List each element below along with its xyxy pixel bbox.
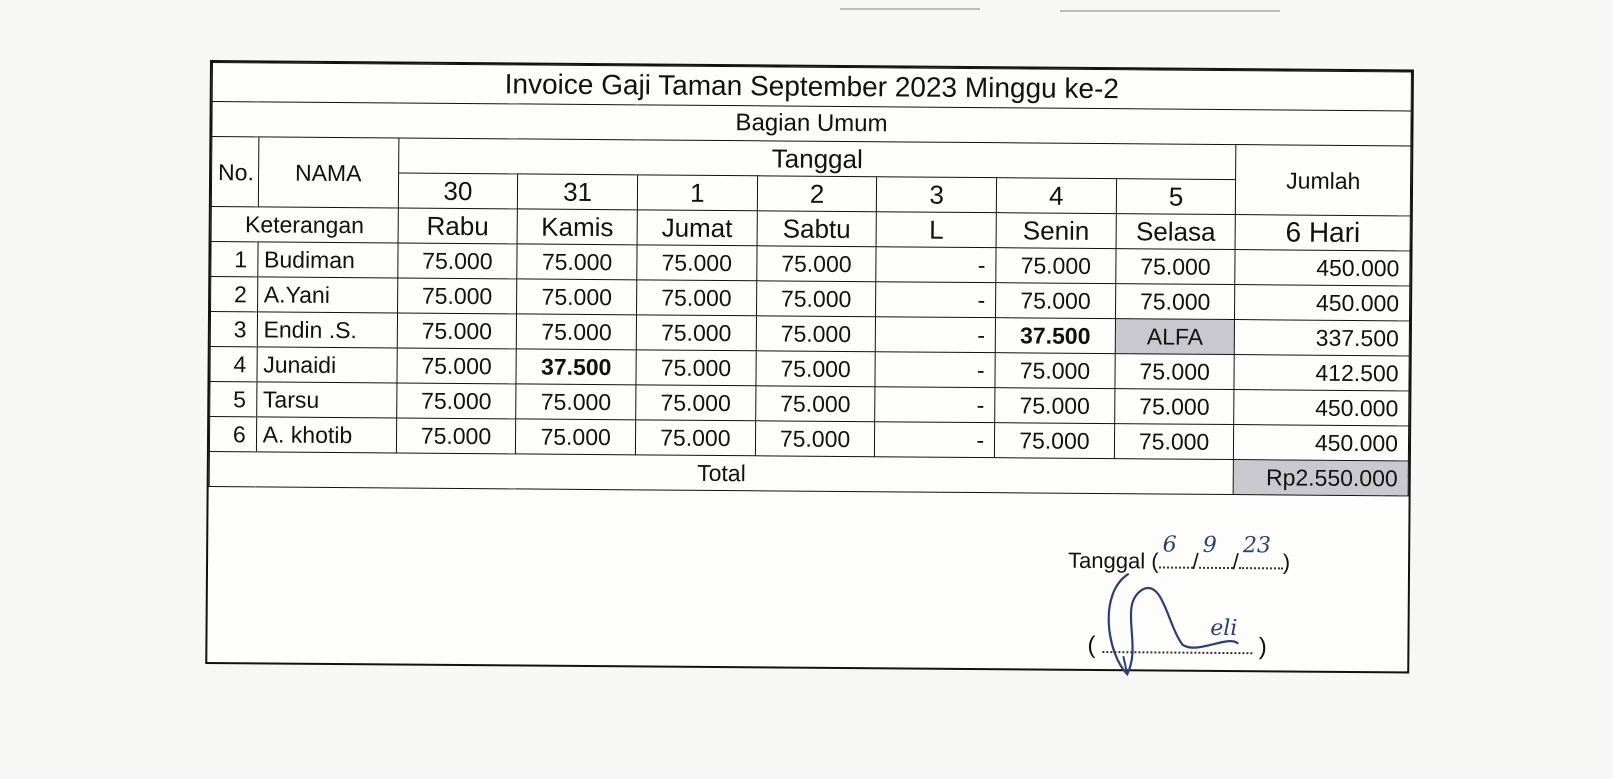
- wage-cell: -: [876, 317, 996, 353]
- day-cell: Selasa: [1116, 214, 1236, 250]
- open-paren: (: [1087, 631, 1096, 659]
- wage-cell: 75.000: [396, 418, 516, 454]
- wage-cell: 75.000: [517, 244, 637, 280]
- section-title: Bagian Umum: [212, 102, 1411, 146]
- date-day-handwritten: 6: [1162, 532, 1177, 558]
- jumlah-days: 6 Hari: [1235, 215, 1410, 251]
- wage-cell: 75.000: [396, 383, 516, 419]
- wage-cell: 75.000: [397, 278, 517, 314]
- date-cell: 1: [637, 175, 757, 211]
- date-month-handwritten: 9: [1202, 532, 1217, 558]
- wage-cell: 75.000: [636, 350, 756, 386]
- wage-cell: 75.000: [517, 314, 637, 350]
- signature-name-line: [1087, 615, 1267, 661]
- wage-cell: -: [876, 247, 996, 283]
- wage-cell: 75.000: [397, 313, 517, 349]
- wage-cell: 75.000: [756, 246, 876, 282]
- wage-cell: 75.000: [755, 421, 875, 457]
- wage-cell: 75.000: [1114, 389, 1234, 425]
- row-number: 3: [210, 312, 257, 347]
- wage-cell: -: [875, 352, 995, 388]
- wage-cell: 75.000: [756, 316, 876, 352]
- header-jumlah: Jumlah: [1236, 145, 1411, 216]
- row-total: 337.500: [1235, 320, 1410, 356]
- wage-cell: 75.000: [996, 283, 1116, 319]
- wage-cell: -: [876, 282, 996, 318]
- row-total: 450.000: [1234, 390, 1409, 426]
- wage-cell: 75.000: [1116, 249, 1236, 285]
- row-number: 4: [210, 347, 257, 382]
- tanggal-label: Tanggal (: [1067, 547, 1159, 574]
- date-cell: 31: [518, 174, 638, 210]
- wage-cell: 75.000: [637, 245, 757, 281]
- wage-cell: -: [875, 422, 995, 458]
- date-close: ): [1282, 549, 1291, 575]
- wage-cell: 75.000: [996, 248, 1116, 284]
- date-cell: 4: [996, 178, 1116, 214]
- date-cell: 3: [877, 177, 997, 213]
- row-total: 412.500: [1234, 355, 1409, 391]
- wage-cell: 75.000: [635, 420, 755, 456]
- row-name: Tarsu: [256, 382, 396, 418]
- wage-cell: 75.000: [994, 423, 1114, 459]
- header-nama: NAMA: [258, 137, 399, 208]
- date-cell: 2: [757, 176, 877, 212]
- row-name: Budiman: [257, 242, 397, 278]
- wage-cell: 75.000: [397, 243, 517, 279]
- wage-cell: 75.000: [1114, 424, 1234, 460]
- row-name: A.Yani: [257, 277, 397, 313]
- date-sep: /: [1192, 548, 1199, 574]
- wage-cell: 37.500: [995, 318, 1115, 354]
- absent-cell: ALFA: [1115, 319, 1235, 355]
- date-cell: 30: [398, 173, 518, 209]
- signature-dotted-line: [1102, 615, 1252, 654]
- wage-cell: 75.000: [756, 351, 876, 387]
- row-total: 450.000: [1235, 285, 1410, 321]
- row-total: 450.000: [1235, 250, 1410, 286]
- wage-cell: 75.000: [756, 281, 876, 317]
- day-cell: Sabtu: [757, 211, 877, 247]
- row-total: 450.000: [1234, 425, 1409, 461]
- total-value: Rp2.550.000: [1234, 460, 1409, 496]
- row-name: Endin .S.: [257, 312, 397, 348]
- day-cell: L: [876, 212, 996, 248]
- wage-cell: 75.000: [516, 419, 636, 455]
- row-name: A. khotib: [256, 417, 396, 453]
- date-sep: /: [1232, 549, 1239, 575]
- invoice-title: Invoice Gaji Taman September 2023 Minggu ke-2: [212, 63, 1411, 111]
- wage-cell: -: [875, 387, 995, 423]
- date-cell: 5: [1116, 179, 1236, 215]
- invoice-table: [209, 62, 1412, 496]
- wage-cell: 75.000: [397, 348, 517, 384]
- close-paren: ): [1258, 633, 1267, 661]
- header-tanggal: Tanggal: [398, 138, 1236, 180]
- wage-cell: 75.000: [516, 384, 636, 420]
- wage-cell: 37.500: [516, 349, 636, 385]
- row-name: Junaidi: [257, 347, 397, 383]
- scan-artifact: [1060, 10, 1280, 12]
- wage-cell: 75.000: [636, 315, 756, 351]
- wage-cell: 75.000: [636, 385, 756, 421]
- day-cell: Jumat: [637, 210, 757, 246]
- row-number: 2: [211, 277, 258, 312]
- wage-cell: 75.000: [1115, 284, 1235, 320]
- total-label: Total: [209, 452, 1234, 495]
- day-cell: Kamis: [517, 209, 637, 245]
- wage-cell: 75.000: [755, 386, 875, 422]
- header-keterangan: Keterangan: [211, 207, 398, 243]
- date-year-handwritten: 23: [1242, 533, 1272, 559]
- row-number: 5: [210, 382, 257, 417]
- wage-cell: 75.000: [517, 279, 637, 315]
- wage-cell: 75.000: [1115, 354, 1235, 390]
- handwritten-signature: [1087, 564, 1288, 686]
- scan-artifact: [840, 8, 980, 10]
- row-number: 1: [211, 242, 258, 277]
- day-cell: Senin: [996, 213, 1116, 249]
- signature-name-handwritten: eli: [1210, 615, 1238, 642]
- wage-cell: 75.000: [637, 280, 757, 316]
- signature-area: [207, 487, 1408, 661]
- day-cell: Rabu: [398, 208, 518, 244]
- row-number: 6: [209, 417, 256, 452]
- header-no: No.: [211, 137, 258, 207]
- wage-cell: 75.000: [995, 353, 1115, 389]
- invoice-sheet: [205, 60, 1414, 673]
- wage-cell: 75.000: [995, 388, 1115, 424]
